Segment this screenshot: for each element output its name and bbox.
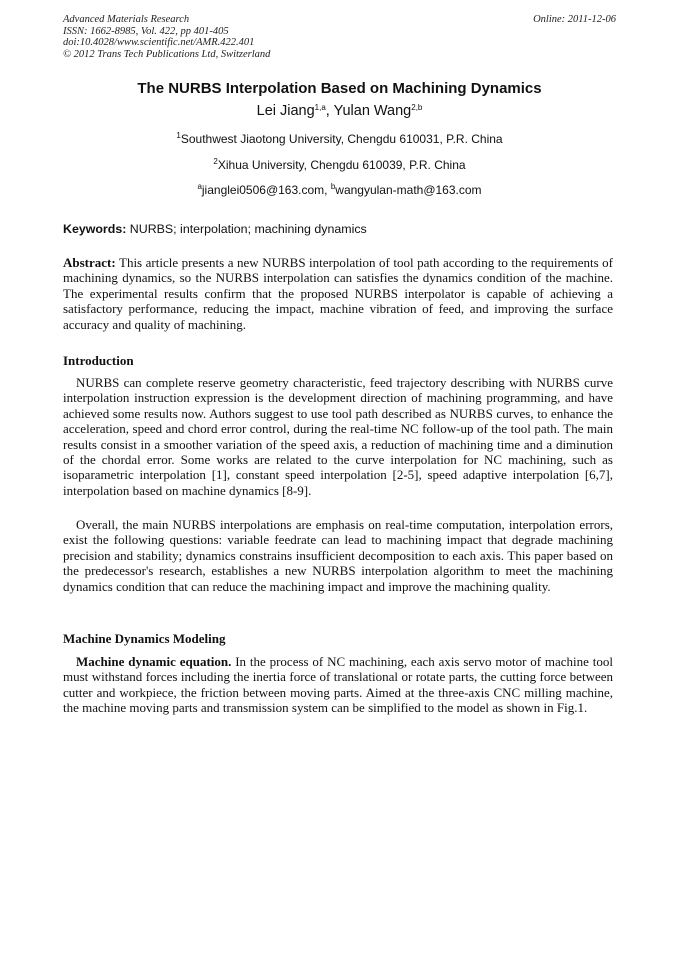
affiliation-1-text: Southwest Jiaotong University, Chengdu 610031, P.R. China	[180, 132, 503, 146]
keywords	[63, 222, 616, 236]
affiliation-1	[63, 132, 616, 146]
introduction-paragraph-2: Overall, the main NURBS interpolations are emphasis on real-time computation, interpolation errors, exist the following questions: variable feedrate can lead to machining impact that degrade machining precision and stability; dynamics constrains insufficient decomposition to each axis. This paper based on the predecessor's research, establishes a new NURBS interpolation algorithm to meet the machining dynamics condition that can reduce the machining impact and improve the machining quality.	[63, 517, 613, 594]
keywords-text: NURBS; interpolation; machining dynamics	[126, 222, 367, 236]
doi: doi:10.4028/www.scientific.net/AMR.422.401	[63, 37, 255, 49]
email-a: jianglei0506@163.com,	[201, 183, 331, 197]
author-sep: ,	[325, 103, 334, 119]
modeling-paragraph	[63, 654, 613, 716]
affiliation-2	[63, 158, 616, 172]
introduction-heading: Introduction	[63, 353, 134, 368]
keywords-label: Keywords:	[63, 222, 127, 236]
author-line	[63, 103, 616, 119]
copyright: © 2012 Trans Tech Publications Ltd, Switzerland	[63, 48, 271, 60]
online-date: Online: 2011-12-06	[533, 14, 616, 25]
modeling-text: In the process of NC machining, each axis servo motor of machine tool must withstand forces including the inertia force of translational or rotate parts, the cutting force between cutter and workpiece, the friction between moving parts. Aimed at the three-axis CNC milling machine, the machine moving parts and transmission system can be simplified to the model as shown in Fig.1.	[63, 654, 613, 716]
affiliation-2-text: Xihua University, Chengdu 610039, P.R. China	[217, 158, 466, 172]
issn: ISSN: 1662-8985, Vol. 422, pp 401-405	[63, 25, 229, 37]
affiliation-1-sup: 1	[176, 131, 181, 140]
author-1-sup: 1,a	[314, 103, 326, 112]
abstract-label: Abstract:	[63, 255, 116, 270]
email-b: wangyulan-math@163.com	[335, 183, 482, 197]
abstract	[63, 255, 613, 332]
author-1: Lei Jiang	[256, 103, 315, 119]
abstract-text: This article presents a new NURBS interpolation of tool path according to the requirements of machining dynamics, so the NURBS interpolation can satisfies the dynamics condition of the machine. The experimental results confirm that the proposed NURBS interpolator is capable of achieving a satisfactory performance, reducing the impact, machine vibration of feed, and improving the surface accuracy and quality of machining.	[63, 255, 613, 332]
email-line	[63, 183, 616, 197]
author-2-sup: 2,b	[411, 103, 423, 112]
journal-name: Advanced Materials Research	[63, 14, 190, 25]
email-b-sup: b	[330, 182, 336, 191]
email-a-sup: a	[197, 182, 202, 191]
journal-header	[63, 14, 616, 60]
affiliation-2-sup: 2	[213, 157, 218, 166]
modeling-heading: Machine Dynamics Modeling	[63, 631, 226, 646]
modeling-lead: Machine dynamic equation.	[76, 654, 232, 669]
introduction-paragraph-1: NURBS can complete reserve geometry characteristic, feed trajectory describing with NURBS curve interpolation instruction expression is the development direction of machining programming, and have achieved some results now. Authors suggest to use tool path described as NURBS curves, to enhance the acceleration, speed and chord error control, during the real-time NC follow-up of the tool path. The main results consist in a smoother variation of the speed axis, a reduction of machining time and a diminution of the chordal error. Some works are related to the curve interpolation for NC machining, such as isoparametric interpolation [1], constant speed interpolation [2-5], speed adaptive interpolation [6,7], interpolation based on machine dynamics [8-9].	[63, 375, 613, 498]
author-2: Yulan Wang	[333, 103, 412, 119]
paper-title: The NURBS Interpolation Based on Machining Dynamics	[137, 80, 542, 97]
